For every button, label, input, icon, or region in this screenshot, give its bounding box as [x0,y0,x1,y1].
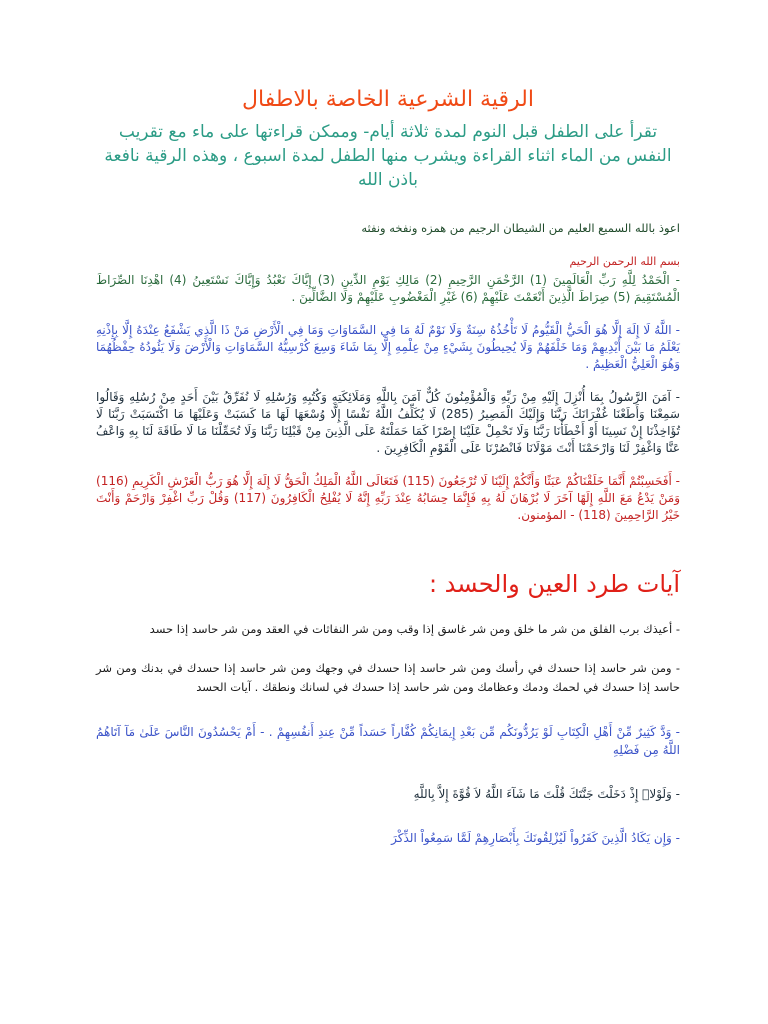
verse-muminun: - أَفَحَسِبْتُمْ أَنَّمَا خَلَقْنَاكُمْ عَبَثًا وَأَنَّكُمْ إِلَيْنَا لَا تُرْجَعُونَ (115) فَتَعَالَى اللَّهُ الْمَلِكُ الْحَقُّ لَا إِلَهَ إِلَّا هُوَ رَبُّ الْعَرْشِ الْكَرِيمِ (116) وَمَنْ يَدْعُ مَعَ اللَّهِ إِلَهًا آخَرَ لَا بُرْهَانَ لَهُ بِهِ فَإِنَّمَا حِسَابُهُ عِنْدَ رَبِّهِ إِنَّهُ لَا يُفْلِحُ الْكَافِرُونَ (117) وَقُلْ رَبِّ اغْفِرْ وَارْحَمْ وَأَنْتَ خَيْرُ الرَّاحِمِينَ (118) - المؤمنون. [96,474,680,522]
istiadha-line: اعوذ بالله السميع العليم من الشيطان الرجيم من همزه ونفخه ونفثه [361,221,680,235]
hasad-ayah: - وَدَّ كَثِيرٌ مِّنْ أَهْلِ الْكِتَابِ لَوْ يَرُدُّونَكُم مِّن بَعْدِ إِيمَانِكُمْ كُفَّاراً حَسَداً مِّنْ عِندِ أَنفُسِهِمْ . - أَمْ يَحْسُدُونَ النَّاسَ عَلَىٰ مَآ آتَاهُمُ اللَّهُ مِن فَضْلِهِ [96,725,680,757]
intro-paragraph: تقرأ على الطفل قبل النوم لمدة ثلاثة أيام- وممكن قراءتها على ماء مع تقريب النفس من الماء اثناء القراءة ويشرب منها الطفل لمدة اسبوع ، وهذه الرقية نافعة باذن الله [104,122,672,190]
verse-fatiha: - الْحَمْدُ لِلَّهِ رَبِّ الْعَالَمِينَ (1) الرَّحْمَنِ الرَّحِيمِ (2) مَالِكِ يَوْمِ الدِّينِ (3) إِيَّاكَ نَعْبُدُ وَإِيَّاكَ نَسْتَعِينُ (4) اهْدِنَا الصِّرَاطَ الْمُسْتَقِيمَ (5) صِرَاطَ الَّذِينَ أَنْعَمْتَ عَلَيْهِمْ (6) غَيْرِ الْمَغْضُوبِ عَلَيْهِمْ وَلَا الضَّالِّينَ . [96,273,681,304]
basmala-line: بسم الله الرحمن الرحيم [569,255,680,268]
verse-ayat-al-kursi: - اللَّهُ لَا إِلَهَ إِلَّا هُوَ الْحَيُّ الْقَيُّومُ لَا تَأْخُذُهُ سِنَةٌ وَلَا نَوْمٌ لَهُ مَا فِي السَّمَاوَاتِ وَمَا فِي الْأَرْضِ مَنْ ذَا الَّذِي يَشْفَعُ عِنْدَهُ إِلَّا بِإِذْنِهِ يَعْلَمُ مَا بَيْنَ أَيْدِيهِمْ وَمَا خَلْفَهُمْ وَلَا يُحِيطُونَ بِشَيْءٍ مِنْ عِلْمِهِ إِلَّا بِمَا شَاءَ وَسِعَ كُرْسِيُّهُ السَّمَاوَاتِ وَالْأَرْضَ وَلَا يَئُودُهُ حِفْظُهُمَا وَهُوَ الْعَلِيُّ الْعَظِيمُ . [96,323,680,371]
verse-baqarah-end: - آمَنَ الرَّسُولُ بِمَا أُنْزِلَ إِلَيْهِ مِنْ رَبِّهِ وَالْمُؤْمِنُونَ كُلٌّ آمَنَ بِاللَّهِ وَمَلَائِكَتِهِ وَكُتُبِهِ وَرُسُلِهِ لَا نُفَرِّقُ بَيْنَ أَحَدٍ مِنْ رُسُلِهِ وَقَالُوا سَمِعْنَا وَأَطَعْنَا غُفْرَانَكَ رَبَّنَا وَإِلَيْكَ الْمَصِيرُ (285) لَا يُكَلِّفُ اللَّهُ نَفْسًا إِلَّا وُسْعَهَا لَهَا مَا كَسَبَتْ وَعَلَيْهَا مَا اكْتَسَبَتْ رَبَّنَا لَا تُؤَاخِذْنَا إِنْ نَسِينَا أَوْ أَخْطَأْنَا رَبَّنَا وَلَا تَحْمِلْ عَلَيْنَا إِصْرًا كَمَا حَمَلْتَهُ عَلَى الَّذِينَ مِنْ قَبْلِنَا رَبَّنَا وَلَا تُحَمِّلْنَا مَا لَا طَاقَةَ لَنَا بِهِ وَاعْفُ عَنَّا وَاغْفِرْ لَنَا وَارْحَمْنَا أَنْتَ مَوْلَانَا فَانْصُرْنَا عَلَى الْقَوْمِ الْكَافِرِينَ . [96,390,680,455]
mashallah-ayah: - وَلَوْلاۤ إِذْ دَخَلْتَ جَنَّتَكَ قُلْتَ مَا شَآءَ اللَّهُ لاَ قُوَّةَ إِلاَّ بِاللَّهِ [413,787,680,801]
document-page [96,82,680,847]
protection-paragraph: - أعيذك برب الفلق من شر ما خلق ومن شر غاسق إذا وقب ومن شر النفاثات في العقد ومن شر حاسد إذا حسد [149,622,680,636]
document-title: الرقية الشرعية الخاصة بالاطفال [242,87,534,112]
protection-paragraph: - ومن شر حاسد إذا حسدك في رأسك ومن شر حاسد إذا حسدك في وجهك ومن شر حاسد إذا حسدك في بدنك ومن شر حاسد إذا حسدك في لحمك ودمك وعظامك ومن شر حاسد إذا حسدك في لسانك ونطقك . آيات الحسد [96,661,680,694]
section-title: آيات طرد العين والحسد : [428,570,680,598]
ayn-ayah: - وَإِن يَكَادُ الَّذِينَ كَفَرُواْ لَيُزْلِقُونَكَ بِأَبْصَارِهِمْ لَمَّا سَمِعُواْ الذِّكْرَ [391,831,680,845]
